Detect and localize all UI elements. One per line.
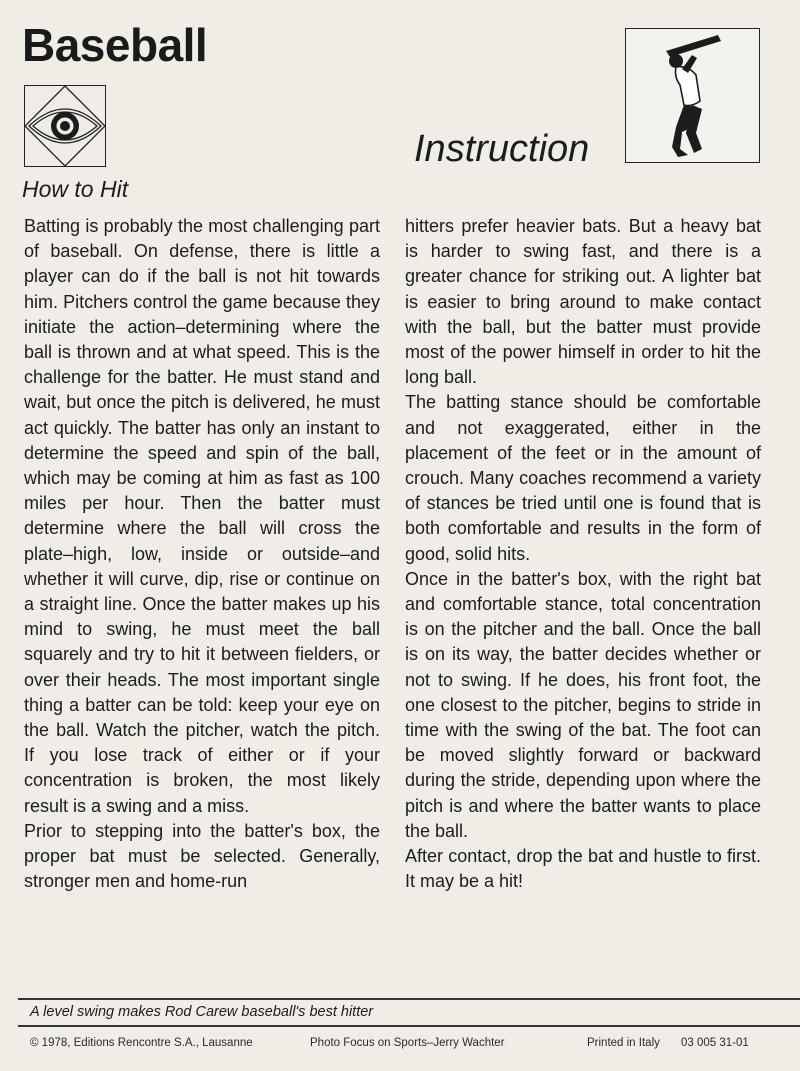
divider <box>18 1025 800 1027</box>
article-subtitle: How to Hit <box>22 176 129 202</box>
copyright-text: © 1978, Editions Rencontre S.A., Lausanne <box>30 1037 253 1049</box>
eye-icon <box>24 85 106 167</box>
paragraph: Batting is probably the most challenging part of baseball. On defense, there is little a player can do if the ball is not hit towards him. Pitchers control the game because they initiate the action–determining where the ball is thrown and at what speed. This is the challenge for the batter. He must stand and wait, but once the pitch is delivered, he must act quickly. The batter has only an instant to determine the speed and spin of the ball, which may be coming at him as fast as 100 miles per hour. Then the batter must determine where the ball will cross the plate–high, low, inside or outside–and whether it will curve, dip, rise or continue on a straight line. Once the batter makes up his mind to swing, he must meet the ball squarely and try to hit it between fielders, or over their heads. The most important single thing a batter can be told: keep your eye on the ball. Watch the pitcher, watch the pitch. If you lose track of either or if your concentration is broken, the most likely result is a swing and a miss. <box>24 216 380 816</box>
divider <box>18 998 800 1000</box>
paragraph: hitters prefer heavier bats. But a heavy bat is harder to swing fast, and there is a greater chance for striking out. A lighter bat is easier to bring around to make contact with the ball, but the batter must provide most of the power himself in order to hit the long ball. <box>405 216 761 388</box>
section-label: Instruction <box>414 128 590 170</box>
paragraph: After contact, drop the bat and hustle to first. It may be a hit! <box>405 846 761 892</box>
paragraph: Prior to stepping into the batter's box, the proper bat must be selected. Generally, stronger men and home-run <box>24 820 380 892</box>
batter-pictogram <box>625 28 760 163</box>
photo-caption: A level swing makes Rod Carew baseball's best hitter <box>30 1004 374 1020</box>
body-column-left <box>24 214 380 894</box>
photo-credit: Photo Focus on Sports–Jerry Wachter <box>310 1037 505 1049</box>
paragraph: The batting stance should be comfortable and not exaggerated, either in the placement of the feet or in the amount of crouch. Many coaches recommend a variety of stances be tried until one is found that is both comfortable and results in the form of good, solid hits. <box>405 392 761 564</box>
printed-location: Printed in Italy <box>587 1037 660 1049</box>
body-column-right <box>405 214 761 894</box>
card-code: 03 005 31-01 <box>681 1037 749 1049</box>
card-title: Baseball <box>22 19 208 71</box>
paragraph: Once in the batter's box, with the right bat and comfortable stance, total concentration is on the pitcher and the ball. Once the ball is on its way, the batter decides whether or not to swing. If he does, his front foot, the one closest to the pitcher, begins to stride in time with the swing of the bat. The foot can be moved slightly forward or backward during the stride, depending upon where the pitch is and where the batter wants to place the ball. <box>405 568 761 841</box>
